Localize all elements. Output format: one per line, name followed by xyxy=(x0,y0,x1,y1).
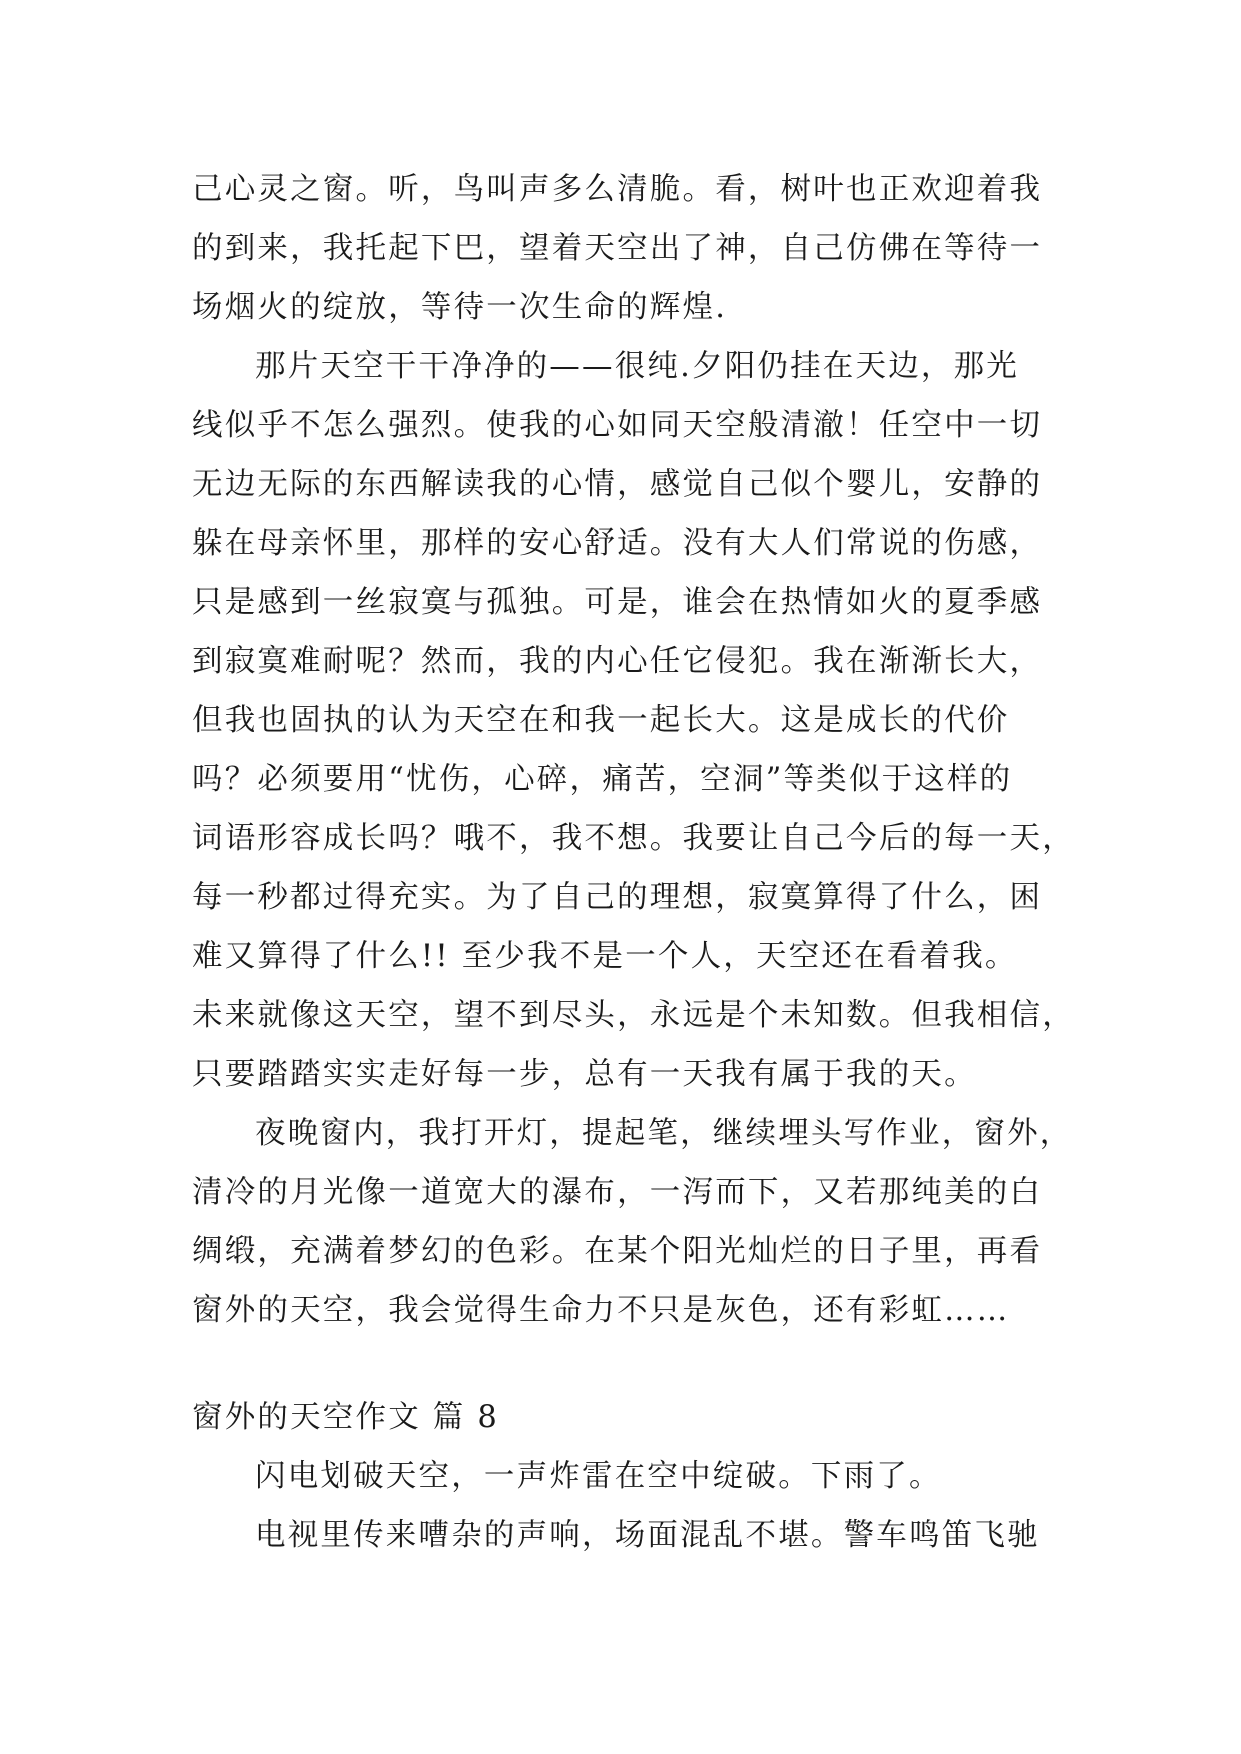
paragraph xyxy=(192,1104,1073,1340)
section-heading: 窗外的天空作文 篇 8 xyxy=(192,1400,499,1435)
text-line: 己心灵之窗。听，鸟叫声多么清脆。看，树叶也正欢迎着我 xyxy=(192,172,1043,207)
text-line: 线似乎不怎么强烈。使我的心如同天空般清澈！任空中一切 xyxy=(192,408,1043,443)
text-line: 夜晚窗内，我打开灯，提起笔，继续埋头写作业，窗外， xyxy=(255,1116,1073,1151)
section-spacer xyxy=(192,1340,1052,1388)
text-line: 但我也固执的认为天空在和我一起长大。这是成长的代价 xyxy=(192,703,1010,738)
text-line: 到寂寞难耐呢？然而，我的内心任它侵犯。我在渐渐长大， xyxy=(192,644,1043,679)
text-line: 只是感到一丝寂寞与孤独。可是，谁会在热情如火的夏季感 xyxy=(192,585,1043,620)
text-line: 那片天空干干净净的——很纯.夕阳仍挂在天边，那光 xyxy=(255,349,1019,384)
text-line: 只要踏踏实实走好每一步，总有一天我有属于我的天。 xyxy=(192,1057,977,1092)
paragraph xyxy=(192,337,1075,1104)
text-line: 场烟火的绽放，等待一次生命的辉煌. xyxy=(192,290,728,325)
text-line: 清冷的月光像一道宽大的瀑布，一泻而下，又若那纯美的白 xyxy=(192,1175,1043,1210)
text-line: 闪电划破天空，一声炸雷在空中绽破。下雨了。 xyxy=(255,1459,942,1494)
text-line: 难又算得了什么!! 至少我不是一个人，天空还在看着我。 xyxy=(192,939,1018,974)
text-line: 绸缎，充满着梦幻的色彩。在某个阳光灿烂的日子里，再看 xyxy=(192,1234,1043,1269)
text-line: 每一秒都过得充实。为了自己的理想，寂寞算得了什么，困 xyxy=(192,880,1043,915)
text-line: 躲在母亲怀里，那样的安心舒适。没有大人们常说的伤感， xyxy=(192,526,1043,561)
text-line: 窗外的天空，我会觉得生命力不只是灰色，还有彩虹…… xyxy=(192,1293,1010,1328)
text-line: 无边无际的东西解读我的心情，感觉自己似个婴儿，安静的 xyxy=(192,467,1043,502)
text-line: 的到来，我托起下巴，望着天空出了神，自己仿佛在等待一 xyxy=(192,231,1043,266)
document-body xyxy=(192,160,1075,1565)
paragraph xyxy=(192,160,1052,337)
text-line: 未来就像这天空，望不到尽头，永远是个未知数。但我相信， xyxy=(192,998,1075,1033)
text-line: 电视里传来嘈杂的声响，场面混乱不堪。警车鸣笛飞驰 xyxy=(255,1518,1040,1553)
text-line: 词语形容成长吗？哦不，我不想。我要让自己今后的每一天， xyxy=(192,821,1075,856)
text-line: 吗？必须要用“忧伤，心碎，痛苦，空洞”等类似于这样的 xyxy=(192,762,1013,797)
